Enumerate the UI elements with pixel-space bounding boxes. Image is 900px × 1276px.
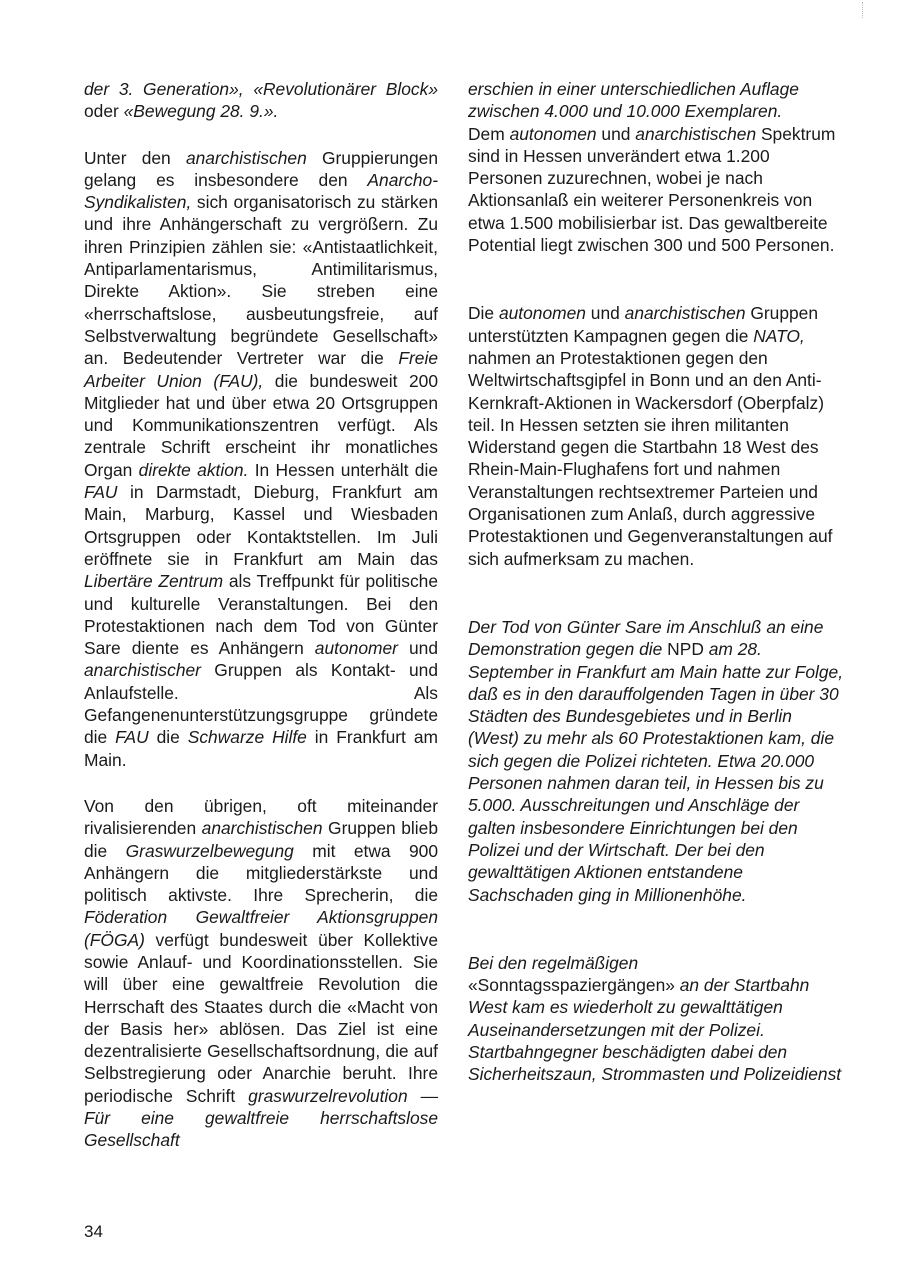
italic-text: anarchistischen: [185, 147, 307, 168]
italic-text: autonomen: [498, 303, 586, 324]
text-run: In Hessen unterhält die: [248, 459, 438, 480]
text-run: in Frankfurt am Main.: [84, 727, 438, 770]
paragraph: [468, 302, 846, 570]
italic-text: FAU: [84, 482, 118, 503]
italic-text: anarchistischer: [84, 660, 201, 681]
text-run: Von den übrigen, oft miteinander rivalisierenden: [84, 795, 438, 839]
text-run: Gruppen unterstützten Kampagnen gegen die: [468, 303, 819, 346]
right-text-column: [468, 78, 846, 1086]
italic-text: Schwarze Hilfe: [187, 727, 307, 748]
text-run: Dem: [468, 123, 510, 144]
paragraph: [468, 123, 846, 257]
text-run: in Darmstadt, Dieburg, Frankfurt am Main, Marburg, Kassel und Wiesbaden Ortsgruppen oder Kontaktstellen. Im Juli eröffnete sie in Frankfurt am Main das: [84, 482, 438, 569]
paragraph: [84, 78, 438, 123]
italic-text: anarchistischen: [201, 818, 323, 839]
text-run: sich organisatorisch zu stärken und ihre Anhängerschaft zu vergrößern. Zu ihren Prinzipien zählen sie: «Antistaatlichkeit, Antiparlamentarismus, Antimilitarismus, Direkte Aktion». Sie streben eine «herrschaftslose, ausbeutungsfreie, auf Selbstverwaltung begründete Gesellschaft» an. Bedeutender Vertreter war die: [84, 192, 438, 369]
italic-text: autonomer: [314, 638, 398, 659]
italic-text: erschien in einer unterschiedlichen Auflage zwischen 4.000 und 10.000 Exemplaren.: [468, 79, 799, 122]
italic-text: direkte aktion.: [138, 459, 249, 480]
italic-text: NATO,: [753, 325, 805, 346]
scan-edge-mark: [862, 2, 864, 18]
text-run: Gruppen blieb die: [84, 818, 438, 861]
text-run: Unter den: [84, 147, 186, 168]
page-number: 34: [84, 1222, 103, 1241]
italic-text: Graswurzelbewegung: [125, 840, 294, 861]
text-run: nahmen an Protestaktionen gegen den Weltwirtschaftsgipfel in Bonn und an den Anti-Kernkraft-Aktionen in Wackersdorf (Oberpfalz) teil. In Hessen setzten sie ihren militanten Widerstand gegen die Startbahn 18 West des Rhein-Main-Flughafens fort und nahmen Veranstaltungen rechtsextremer Parteien und Organisationen zum Anlaß, durch aggressive Protestaktionen und Gegenveranstaltungen auf sich aufmerksam zu machen.: [468, 347, 833, 569]
text-run: als Treffpunkt für politische und kulturelle Veranstaltungen. Bei den Protestaktionen nach dem Tod von Günter Sare diente es Anhängern: [84, 571, 439, 659]
text-run: die: [148, 727, 188, 748]
text-run: NPD: [667, 639, 704, 660]
italic-text: an der Startbahn West kam es wiederholt zu gewalttätigen Auseinandersetzungen mit der Polizei. Startbahngegner beschädigten dabei den Sicherheitszaun, Strommasten und Polizeidienst: [468, 975, 842, 1085]
text-run: mit etwa 900 Anhängern die mitgliederstärkste und politisch aktivste. Ihre Sprecherin, die: [84, 840, 438, 906]
italic-text: graswurzelrevolution — Für eine gewaltfreie herrschaftslose Gesellschaft: [84, 1085, 438, 1151]
italic-text: Anarcho-Syndikalisten,: [84, 169, 438, 213]
paragraph: [468, 616, 846, 906]
italic-text: autonomen: [509, 123, 597, 144]
text-run: Gruppierungen gelang es insbesondere den: [84, 147, 438, 190]
italic-text: FAU: [115, 727, 149, 748]
italic-text: anarchistischen: [635, 123, 757, 144]
italic-text: Der Tod von Günter Sare im Anschluß an eine Demonstration gegen die: [468, 616, 824, 660]
italic-text: Freie Arbeiter Union (FAU),: [84, 348, 438, 391]
text-run: die bundesweit 200 Mitglieder hat und über etwa 20 Ortsgruppen und Kommunikationszentren verfügt. Als zentrale Schrift erscheint ihr monatliches Organ: [84, 370, 438, 480]
paragraph: [84, 147, 438, 771]
italic-text: Libertäre Zentrum: [84, 571, 224, 592]
text-run: Gruppen als Kontakt- und Anlaufstelle. Als Gefangenenunterstützungsgruppe gründete die: [84, 660, 438, 748]
paragraph: [84, 795, 438, 1152]
text-run: und: [585, 303, 625, 324]
text-run: und: [397, 638, 438, 659]
text-run: oder: [84, 101, 124, 122]
paragraph: [468, 78, 846, 123]
text-run: verfügt bundesweit über Kollektive sowie Anlauf- und Koordinationsstellen. Sie will über eine gewaltfreie Revolution die Herrschaft des Staates durch die «Macht von der Basis her» ablösen. Das Ziel ist eine dezentralisierte Gesellschaftsordnung, die auf Selbstregierung oder Anarchie beruht. Ihre periodische Schrift: [84, 929, 438, 1106]
italic-text: Föderation Gewaltfreier Aktionsgruppen (FÖGA): [84, 907, 438, 950]
italic-text: Bei den regelmäßigen: [468, 952, 639, 973]
italic-text: anarchistischen: [624, 303, 746, 324]
paragraph: [468, 952, 846, 1086]
left-text-column: [84, 78, 438, 1152]
italic-text: «Bewegung 28. 9.».: [123, 101, 279, 122]
italic-text: am 28. September in Frankfurt am Main hatte zur Folge, daß es in den darauffolgenden Tagen in über 30 Städten des Bundesgebietes und in Berlin (West) zu mehr als 60 Protestaktionen kam, die sich gegen die Polizei richteten. Etwa 20.000 Personen nahmen daran teil, in Hessen bis zu 5.000. Ausschreitungen und Anschläge der galten insbesondere Einrichtungen bei den Polizei und der Wirtschaft. Der bei den gewalttätigen Aktionen entstandene Sachschaden ging in Millionenhöhe.: [468, 639, 844, 905]
text-run: und: [596, 123, 636, 144]
italic-text: der 3. Generation», «Revolutionärer Block»: [84, 79, 438, 99]
text-run: Spektrum sind in Hessen unverändert etwa 1.200 Personen zuzurechnen, wobei je nach Aktionsanlaß ein weiterer Personenkreis von etwa 1.500 mobilisierbar ist. Das gewaltbereite Potential liegt zwischen 300 und 500 Personen.: [468, 123, 836, 256]
text-run: Die: [468, 303, 499, 324]
text-run: «Sonntagsspaziergängen»: [468, 975, 675, 996]
